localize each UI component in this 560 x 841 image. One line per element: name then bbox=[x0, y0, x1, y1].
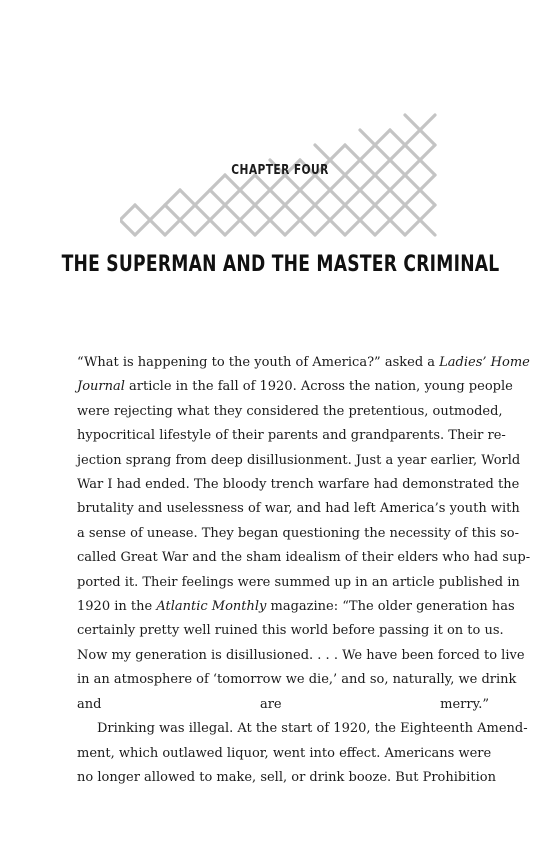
fence-wire bbox=[150, 205, 165, 220]
paragraph-2 bbox=[77, 717, 528, 790]
fence-wire bbox=[195, 220, 210, 235]
text-line: and are merry.” bbox=[77, 696, 489, 712]
fence-wire bbox=[135, 220, 150, 235]
fence-wire bbox=[405, 220, 420, 235]
fence-wire bbox=[315, 190, 330, 205]
text-line: called Great War and the sham idealism of their elders who had sup- bbox=[77, 550, 531, 566]
fence-wire bbox=[285, 190, 300, 205]
fence-wire bbox=[195, 190, 210, 205]
fence-wire bbox=[240, 190, 255, 205]
fence-wire bbox=[165, 190, 180, 205]
fence-wire bbox=[390, 130, 405, 145]
text-line: certainly pretty well ruined this world before passing it on to us. bbox=[77, 623, 504, 639]
fence-wire bbox=[420, 130, 435, 145]
fence-wire bbox=[330, 205, 345, 220]
fence-wire bbox=[420, 205, 435, 220]
fence-wire bbox=[315, 205, 330, 220]
fence-wire bbox=[270, 190, 285, 205]
fence-wire bbox=[120, 220, 135, 235]
fence-wire bbox=[165, 220, 180, 235]
fence-wire bbox=[405, 205, 420, 220]
fence-wire bbox=[405, 115, 420, 130]
text-line: Now my generation is disillusioned. . . . We have been forced to live bbox=[77, 647, 525, 663]
text-line: in an atmosphere of ‘tomorrow we die,’ and so, naturally, we drink bbox=[77, 672, 517, 688]
fence-wire bbox=[315, 220, 330, 235]
fence-wire bbox=[345, 190, 360, 205]
text-line: were rejecting what they considered the pretentious, outmoded, bbox=[77, 403, 503, 419]
fence-wire bbox=[240, 205, 255, 220]
fence-wire bbox=[270, 220, 285, 235]
fence-wire bbox=[135, 205, 150, 220]
text-line: Journal article in the fall of 1920. Across the nation, young people bbox=[77, 379, 513, 395]
fence-wire bbox=[300, 205, 315, 220]
fence-wire bbox=[165, 205, 180, 220]
fence-wire bbox=[345, 220, 360, 235]
fence-wire bbox=[150, 220, 165, 235]
text-line: no longer allowed to make, sell, or drink booze. But Prohibition bbox=[77, 769, 496, 785]
fence-wire bbox=[240, 220, 255, 235]
fence-wire bbox=[330, 145, 345, 160]
text-line: 1920 in the Atlantic Monthly magazine: “The older generation has bbox=[77, 599, 515, 615]
text-line: jection sprang from deep disillusionment. Just a year earlier, World bbox=[77, 452, 521, 468]
fence-wire bbox=[360, 220, 375, 235]
fence-wire bbox=[195, 205, 210, 220]
chapter-title: THE SUPERMAN AND THE MASTER CRIMINAL bbox=[61, 252, 500, 277]
fence-wire bbox=[270, 205, 285, 220]
fence-wire bbox=[375, 145, 390, 160]
fence-wire bbox=[360, 130, 375, 145]
text-line: brutality and uselessness of war, and had left America’s youth with bbox=[77, 501, 520, 517]
fence-wire bbox=[390, 145, 405, 160]
paragraph-1 bbox=[77, 351, 531, 717]
text-line: hypocritical lifestyle of their parents and grandparents. Their re- bbox=[77, 428, 506, 444]
body-text bbox=[77, 351, 531, 790]
text-line: Drinking was illegal. At the start of 1920, the Eighteenth Amend- bbox=[97, 721, 528, 737]
fence-wire bbox=[390, 220, 405, 235]
fence-wire bbox=[285, 205, 300, 220]
fence-wire bbox=[315, 145, 330, 160]
fence-wire bbox=[420, 115, 435, 130]
fence-wire bbox=[390, 205, 405, 220]
fence-wire bbox=[330, 220, 345, 235]
fence-wire bbox=[180, 190, 195, 205]
fence-wire bbox=[360, 190, 375, 205]
fence-wire bbox=[420, 220, 435, 235]
fence-wire bbox=[390, 190, 405, 205]
fence-wire bbox=[375, 190, 390, 205]
fence-wire bbox=[210, 205, 225, 220]
fence-wire bbox=[420, 145, 435, 160]
text-line: ment, which outlawed liquor, went into effect. Americans were bbox=[77, 745, 492, 761]
fence-wire bbox=[375, 130, 390, 145]
text-line: a sense of unease. They began questioning the necessity of this so- bbox=[77, 525, 520, 541]
fence-wire bbox=[255, 205, 270, 220]
fence-wire bbox=[255, 190, 270, 205]
fence-wire bbox=[180, 220, 195, 235]
chapter-label: CHAPTER FOUR bbox=[231, 163, 329, 178]
fence-wire bbox=[210, 220, 225, 235]
fence-wire bbox=[300, 190, 315, 205]
fence-wire bbox=[300, 220, 315, 235]
fence-wire bbox=[225, 190, 240, 205]
fence-wire bbox=[345, 205, 360, 220]
fence-wire bbox=[225, 205, 240, 220]
text-line: “What is happening to the youth of America?” asked a Ladies’ Home bbox=[77, 355, 530, 370]
fence-wire bbox=[405, 145, 420, 160]
text-line: War I had ended. The bloody trench warfare had demonstrated the bbox=[77, 477, 520, 493]
fence-wire bbox=[285, 220, 300, 235]
fence-wire bbox=[180, 205, 195, 220]
fence-wire bbox=[405, 190, 420, 205]
fence-wire bbox=[210, 190, 225, 205]
fence-wire bbox=[120, 205, 135, 220]
text-line: ported it. Their feelings were summed up in an article published in bbox=[77, 574, 520, 590]
fence-wire bbox=[360, 205, 375, 220]
fence-wire bbox=[225, 220, 240, 235]
fence-wire bbox=[345, 145, 360, 160]
fence-wire bbox=[255, 220, 270, 235]
fence-wire bbox=[375, 205, 390, 220]
fence-wire bbox=[405, 130, 420, 145]
fence-wire bbox=[360, 145, 375, 160]
fence-wire bbox=[375, 220, 390, 235]
fence-wire bbox=[420, 190, 435, 205]
fence-wire bbox=[330, 190, 345, 205]
